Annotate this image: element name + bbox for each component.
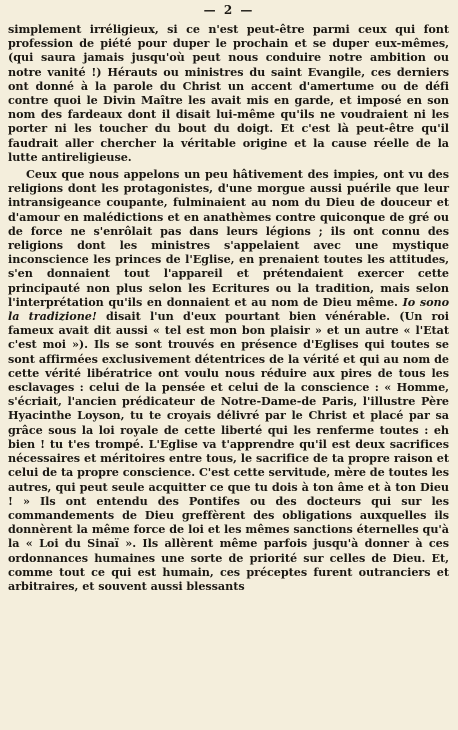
paragraph-2-part-1: Ceux que nous appelons un peu hâtivement des impies, ont vu des religions dont les protagonistes, d'une morgue aussi puérile que leur intransigeance coupante, fulminaient au nom du Dieu de douceur et d'amour en malédictions et en anathèmes contre quiconque de gré ou de force ne s'enrôlait pas dans leurs légions ; ils ont connu des religions dont les ministres s'appelaient avec une mystique inconscience les princes de l'Eglise, en prenaient toutes les attitudes, s'en donnaient tout l'appareil et prétendaient exercer cette principauté non plus selon les Ecritures ou la tradition, mais selon l'interprétation qu'ils en donnaient et au nom de Dieu même. [8,167,449,309]
paragraph-2-italic-quote: Io sono la tradizione! [8,294,449,324]
paragraph-2-part-2: disait l'un d'eux pourtant bien vénérable. (Un roi fameux avait dit aussi « tel est mon bon plaisir » et un autre « l'Etat c'est moi »). Ils se sont trouvés en présence d'Eglises qui toutes se sont affirmées exclusivement détentrices de la vérité et qui au nom de cette vérité libératrice ont voulu nous réduire aux pires de tous les esclavages : celui de la pensée et celui de la conscience : « Homme, s'écriait, l'ancien prédicateur de Notre-Dame-de Paris, l'illustre Père Hyacinthe Loyson, tu te croyais délivré par le Christ et placé par sa grâce sous la loi royale de cette liberté qui les renferme toutes : eh bien ! tu t'es trompé. L'Eglise va t'apprendre qu'il est deux sacrifices nécessaires et méritoires entre tous, le sacrifice de ta propre raison et celui de ta propre conscience. C'est cette servitude, mère de toutes les autres, qui peut seule acquitter ce que tu dois à ton âme et à ton Dieu ! » Ils ont entendu des Pontifes ou des docteurs qui sur les commandements de Dieu greffèrent des obligations auxquelles ils donnèrent la même force de loi et les mêmes sanctions éternelles qu'à la « Loi du Sinaï ». Ils allèrent même parfois jusqu'à donner à ces ordonnances humaines une sorte de priorité sur celles de Dieu. Et, comme tout ce qui est humain, ces préceptes furent outranciers et arbitraires, et souvent aussi blessants [8,309,449,593]
page-number: — 2 — [203,3,255,17]
body-text [8,22,449,593]
paragraph-1: simplement irréligieux, si ce n'est peut-être parmi ceux qui font profession de piété pour duper le prochain et se duper eux-mêmes, (qui saura jamais jusqu'où peut nous conduire notre ambition ou notre vanité !) Hérauts ou ministres du saint Evangile, ces derniers ont donné à la parole du Christ un accent d'amertume ou de défi contre quoi le Divin Maître les avait mis en garde, et imposé en son nom des fardeaux dont il disait lui-même qu'ils ne voudraient ni les porter ni les toucher du bout du doigt. Et c'est là peut-être qu'il faudrait aller chercher la véritable origine et la cause réelle de la lutte antireligieuse. [8,22,449,164]
paragraph-2 [8,167,449,593]
